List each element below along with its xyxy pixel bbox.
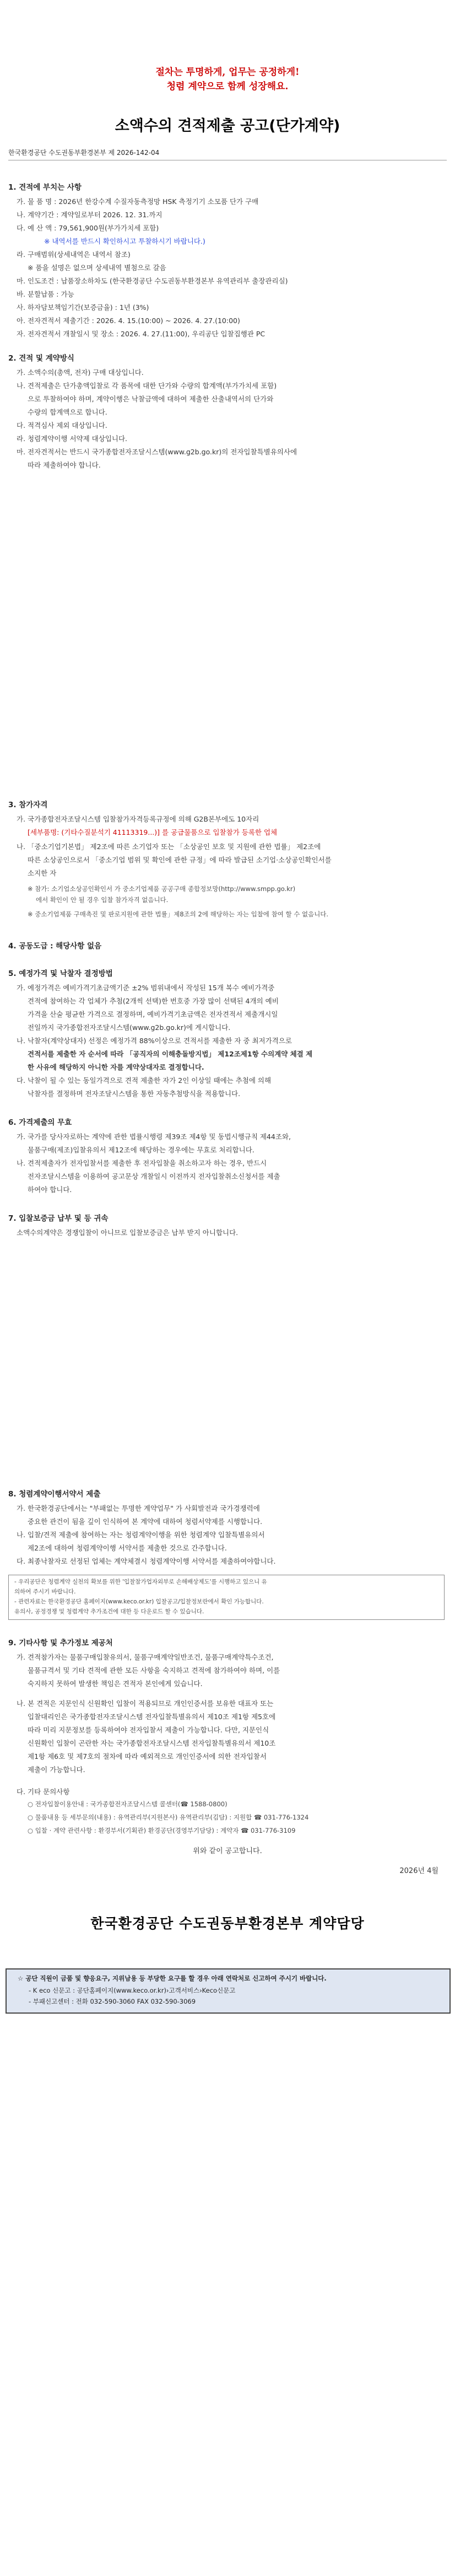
notice-date: 2026년 4월 xyxy=(399,1867,438,1875)
s2-item: 나. 견적제출은 단가총액입찰로 각 품목에 대한 단가와 수량의 합계액(부가가치세 포함) xyxy=(17,382,277,390)
s1-item: 다. 예 산 액 : 79,561,900원(부가가치세 포함) xyxy=(17,224,159,232)
s2-item: 라. 청렴계약이행 서약제 대상입니다. xyxy=(17,434,127,443)
box-line: - 관련자료는 한국환경공단 홈페이지(www.keco.or.kr) 입찰공고/입찰정보란에서 확인 가능합니다. xyxy=(14,1598,264,1605)
s9-item-cont: 제1항 제6호 및 제7호의 절차에 따라 예외적으로 개인인증서에 의한 전자입찰서 xyxy=(28,1752,267,1761)
s6-item: 나. 견적제출자가 전자입찰서를 제출한 후 전자입찰을 취소하고자 하는 경우, 반드시 xyxy=(17,1159,267,1167)
s5-item-cont: 견적서를 제출한 자 순서에 따라 「공직자의 이해충돌방지법」 제12조제1항 수의계약 체결 제 xyxy=(28,1050,313,1058)
s1-item: 바. 분할납품 : 가능 xyxy=(17,290,74,298)
corruption-report-box xyxy=(6,1968,451,2014)
s3-item-cont: 따른 소상공인으로서 「중소기업 범위 및 확인에 관한 규정」에 따라 발급된 소기업·소상공인확인서를 xyxy=(28,856,332,864)
s8-item: 다. 최종낙찰자로 선정된 업체는 계약체결시 청렴계약이행 서약서를 제출하여야합니다. xyxy=(17,1557,276,1565)
s8-item: 나. 입찰/견적 제출에 참여하는 자는 청렴계약이행을 위한 청렴계약 입찰특별유의서 xyxy=(17,1531,265,1539)
s2-item-cont: 수량의 합계액으로 합니다. xyxy=(28,408,107,416)
s8-item: 가. 한국환경공단에서는 "부패없는 투명한 계약업무" 가 사회발전과 국가경쟁력에 xyxy=(17,1504,260,1512)
s9-item-cont: 따라 미리 지문정보를 등록하여야 전자입찰서 제출이 가능합니다. 다만, 지문인식 xyxy=(28,1726,269,1734)
s2-item: 가. 소액수의(총액, 전자) 구매 대상입니다. xyxy=(17,368,144,377)
slogan-line-1: 절차는 투명하게, 업무는 공정하게! xyxy=(155,67,300,78)
s5-item-cont: 한 사유에 해당하지 아니한 자를 계약상대자로 결정합니다. xyxy=(28,1063,204,1071)
box-line: 유의사, 공정경쟁 및 청렴계약 추가조건에 대한 등 다운로드 할 수 있습니다. xyxy=(14,1608,204,1615)
s9-contact-heading: 다. 기타 문의사항 xyxy=(17,1788,70,1796)
s1-item: 자. 전자견적서 개찰일시 및 장소 : 2026. 4. 27.(11:00), 우리공단 입찰집행관 PC xyxy=(17,330,266,338)
s3-item-cont: 소지한 자 xyxy=(28,869,57,877)
section-6-heading: 6. 가격제출의 무효 xyxy=(8,1118,72,1127)
s5-item: 가. 예정가격은 예비가격기초금액기준 ±2% 범위내에서 작성된 15개 복수 예비가격중 xyxy=(17,984,275,992)
s1-item: 가. 물 품 명 : 2026년 한강수계 수질자동측정망 HSK 측정기기 소모품 단가 구매 xyxy=(17,197,259,206)
box-line: - 우리공단은 청렴계약 실천의 확보를 위한 '입찰참가업자외부로 손해배상제도'를 시행하고 있으니 유 xyxy=(14,1579,267,1585)
s1-item: 아. 전자견적서 제출기간 : 2026. 4. 15.(10:00) ~ 2026. 4. 27.(10:00) xyxy=(17,316,240,325)
s5-item-cont: 낙찰자를 결정하며 전자조달시스템을 통한 자동추첨방식을 적용합니다. xyxy=(28,1090,241,1098)
s6-item-cont: 물품구매(제조)입찰유의서 제12조에 해당하는 경우에는 무효로 처리합니다. xyxy=(28,1146,254,1154)
section-1-heading: 1. 견적에 부치는 사항 xyxy=(8,183,82,192)
s3-item: 가. 국가종합전자조달시스템 입찰참가자격등록규정에 의해 G2B본부에도 10자리 xyxy=(17,815,259,823)
report-box-line: - 부패신고센터 : 전화 032-590-3060 FAX 032-590-3069 xyxy=(29,1998,196,2005)
s3-note-1b: 에서 확인이 안 될 경우 입찰 참가자격 없음니다. xyxy=(36,896,169,904)
s1-blue-note: ※ 내역서를 반드시 확인하시고 투찰하시기 바랍니다.) xyxy=(44,237,205,245)
section-8-heading: 8. 청렴계약이행서약서 제출 xyxy=(8,1490,101,1499)
section-3-heading: 3. 참가자격 xyxy=(8,801,48,809)
issuer-signature: 한국환경공단 수도권동부환경본부 계약담당 xyxy=(90,1915,365,1931)
s6-item: 가. 국가를 당사자로하는 계약에 관한 법률시행령 제39조 제4항 및 동법시행규칙 제44조와, xyxy=(17,1133,291,1141)
section-5-heading: 5. 예정가격 및 낙찰자 결정방법 xyxy=(8,969,113,978)
s3-note-1: ※ 참가: 소기업소상공인확인서 가 중소기업제품 공공구매 종합정보망(http://www.smpp.go.kr) xyxy=(28,885,296,893)
section-9-heading: 9. 기타사항 및 추가정보 제공처 xyxy=(8,1639,113,1647)
s9-item: 가. 견적참가자는 물품구매입찰유의서, 물품구매계약일반조건, 물품구매계약특수조건, xyxy=(17,1653,274,1661)
contact-line: ○ 물품내용 등 세부문의(내용) : 유역관리부(지원본사) 유역관리부(김담) : 지원합 ☎ 031-776-1324 xyxy=(28,1813,309,1821)
s9-item-cont: 제출이 가능합니다. xyxy=(28,1765,85,1774)
section-4-heading: 4. 공동도급 : 해당사항 없음 xyxy=(8,942,102,951)
s1-note: ※ 품을 설명은 없으며 상세내역 별첨으로 갈음 xyxy=(28,264,166,272)
s3-note-2: ※ 중소기업제품 구매촉진 및 판로지원에 관한 법률」제8조의 2에 해당하는 자는 입찰에 참여 할 수 없음니다. xyxy=(28,910,329,918)
s2-item: 다. 적격심사 제외 대상입니다. xyxy=(17,421,107,430)
closing-text: 위와 같이 공고합니다. xyxy=(193,1847,262,1855)
s1-item: 마. 인도조건 : 납품장소하차도 (한국환경공단 수도권동부환경본부 유역관리부 출장관리실) xyxy=(17,277,288,285)
s8-item-cont: 중요한 관건이 됨을 깊이 인식하여 본 계약에 대하여 청렴서약제를 시행합니다. xyxy=(28,1517,263,1526)
section-7-heading: 7. 입찰보증금 납부 및 등 귀속 xyxy=(8,1214,109,1223)
report-box-line: ☆ 공단 직원이 금품 및 향응요구, 지위남용 등 부당한 요구를 할 경우 아래 연락처로 신고하여 주시기 바랍니다. xyxy=(18,1974,327,1982)
s9-item: 나. 본 견적은 지문인식 신원확인 입찰이 적용되므로 개인인증서를 보유한 대표자 또는 xyxy=(17,1699,274,1708)
s3-item: 나. 「중소기업기본법」 제2조에 따른 소기업자 또는 「소상공인 보호 및 지원에 관한 법률」 제2조에 xyxy=(17,842,321,851)
s5-item: 다. 낙찰이 될 수 있는 동일가격으로 견적 제출한 자가 2인 이상일 때에는 추첨에 의해 xyxy=(17,1076,272,1085)
section-2-heading: 2. 견적 및 계약방식 xyxy=(8,354,74,363)
slogan-line-2: 청렴 계약으로 함께 성장해요. xyxy=(166,81,289,92)
s7-item: 소액수의계약은 경쟁입찰이 아니므로 입찰보증금은 납부 받지 아니합니다. xyxy=(17,1228,239,1237)
contact-line: ○ 입찰 · 계약 관련사항 : 환경부서(기획관) 환경공단(경영부기담당) : 계약자 ☎ 031-776-3109 xyxy=(28,1827,296,1834)
s2-item-g2b-link[interactable]: 마. 전자견적서는 반드시 국가종합전자조달시스템(www.g2b.go.kr)의 전자입찰특별유의사에 xyxy=(17,448,297,456)
s9-item-cont: 신원확인 입찰이 곤란한 자는 국가종합전자조달시스템 전자입찰특별유의서 제10조 xyxy=(28,1739,276,1747)
s1-item: 사. 하자담보책임기간(보증금율) : 1년 (3%) xyxy=(17,303,149,312)
notice-number: 한국환경공단 수도권동부환경본부 제 2026-142-04 xyxy=(8,149,160,157)
s5-item: 나. 낙찰자(계약상대자) 선정은 예정가격 88%이상으로 견적서를 제출한 자 중 최저가격으로 xyxy=(17,1037,292,1045)
s2-item-cont: 따라 제출하여야 합니다. xyxy=(28,461,101,469)
contact-line: ○ 전자입찰이용안내 : 국가종합전자조달시스템 콜센터(☎ 1588-0800) xyxy=(28,1800,228,1808)
s9-item-cont: 입찰대리인은 국가종합전자조달시스템 전자입찰특별유의서 제10조 제1항 제5호에 xyxy=(28,1713,276,1721)
s3-item-detail: [세부품명: (기타수질분석기 41113319...)] 를 공급물품으로 입찰참가 등록한 업체 xyxy=(28,828,278,836)
s8-item-cont: 제2조에 대하여 청렴계약이행 서약서를 제출한 것으로 간주합니다. xyxy=(28,1544,227,1552)
integrity-notice-box xyxy=(8,1575,445,1620)
s6-item-cont: 전자조달시스템을 이용하여 공고문상 개찰일시 이전까지 전자입찰취소신청서를 제출 xyxy=(28,1172,280,1180)
report-box-line[interactable]: - K eco 신문고 : 공단홈페이지(www.keco.or.kr)›고객서비스›Keco신문고 xyxy=(29,1987,236,1994)
s5-item-cont: 가격을 산술 평균한 가격으로 결정하며, 예비가격기초금액은 전자견적서 제출개시일 xyxy=(28,1010,278,1018)
document-title: 소액수의 견적제출 공고(단가계약) xyxy=(115,117,340,135)
s1-item: 라. 구매범위(상세내역은 내역서 참조) xyxy=(17,250,131,259)
s6-item-cont: 하여야 합니다. xyxy=(28,1185,72,1194)
s2-item-cont: 으로 투찰하여야 하며, 계약이행은 낙찰금액에 대하여 제출한 산출내역서의 단가와 xyxy=(28,395,274,403)
s5-item-cont: 전일까지 국가종합전자조달시스템(www.g2b.go.kr)에 게시합니다. xyxy=(28,1023,231,1032)
box-line: 의하여 주시기 바랍니다. xyxy=(14,1588,76,1595)
s1-item: 나. 계약기간 : 계약일로부터 2026. 12. 31.까지 xyxy=(17,211,162,219)
s9-item-cont: 물품규격서 및 기타 견적에 관한 모든 사항을 숙지하고 견적에 참가하여야 하며, 이를 xyxy=(28,1666,280,1675)
s5-item-cont: 견적에 참여하는 각 업체가 추첨(2개씩 선택)한 번호중 가장 많이 선택된 4개의 예비 xyxy=(28,997,279,1005)
s9-item-cont: 숙지하지 못하여 발생한 책임은 견적자 본인에게 있습니다. xyxy=(28,1679,203,1688)
